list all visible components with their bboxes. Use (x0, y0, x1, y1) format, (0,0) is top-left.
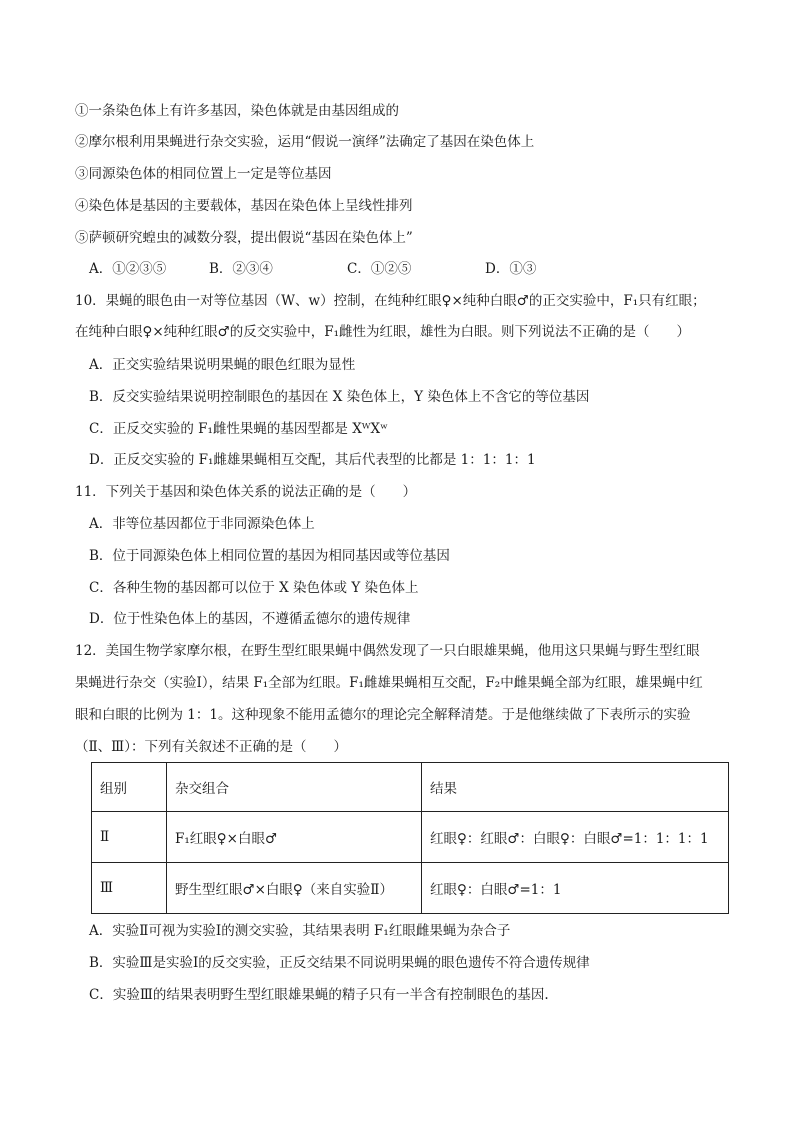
q12-stem-line-1: 12．美国生物学家摩尔根，在野生型红眼果蝇中偶然发现了一只白眼雄果蝇，他用这只果蝇与野生型红眼 (75, 643, 700, 659)
table-cell-result: 红眼♀：白眼♂=1：1 (422, 863, 729, 914)
table-header-cross: 杂交组合 (167, 763, 422, 812)
statement-3: ③同源染色体的相同位置上一定是等位基因 (75, 166, 332, 182)
experiment-table (91, 762, 729, 914)
q10-stem-line-2: 在纯种白眼♀×纯种红眼♂的反交实验中，F₁雌性为红眼，雄性为白眼。则下列说法不正确的是（ ） (75, 324, 691, 340)
statement-2: ②摩尔根利用果蝇进行杂交实验，运用“假说一演绎”法确定了基因在染色体上 (75, 134, 535, 150)
q9-option-c[interactable]: C．①②⑤ (347, 261, 412, 277)
q12-stem-line-4: （Ⅱ、Ⅲ）：下列有关叙述不正确的是（ ） (75, 739, 347, 755)
table-cell-cross: 野生型红眼♂×白眼♀（来自实验Ⅱ） (167, 863, 422, 914)
table-cell-result: 红眼♀：红眼♂：白眼♀：白眼♂=1：1：1：1 (422, 812, 729, 863)
table-row (92, 863, 729, 914)
statement-5: ⑤萨顿研究蝗虫的减数分裂，提出假说“基因在染色体上” (75, 230, 413, 246)
q9-option-b[interactable]: B．②③④ (209, 261, 273, 277)
q12-option-c[interactable]: C．实验Ⅲ的结果表明野生型红眼雄果蝇的精子只有一半含有控制眼色的基因. (89, 987, 549, 1003)
q9-option-d[interactable]: D．①③ (485, 261, 537, 277)
q12-stem-line-3: 眼和白眼的比例为 1：1。这种现象不能用孟德尔的理论完全解释清楚。于是他继续做了下表所示的实验 (75, 707, 691, 723)
q10-option-d[interactable]: D．正反交实验的 F₁雌雄果蝇相互交配，其后代表型的比都是 1：1：1：1 (89, 452, 536, 468)
table-cell-cross: F₁红眼♀×白眼♂ (167, 812, 422, 863)
statement-4: ④染色体是基因的主要载体，基因在染色体上呈线性排列 (75, 198, 413, 214)
q10-option-c[interactable]: C．正反交实验的 F₁雌性果蝇的基因型都是 XᵂXʷ (89, 421, 389, 437)
table-cell-group: Ⅲ (92, 863, 167, 914)
q12-option-a[interactable]: A．实验Ⅱ可视为实验Ⅰ的测交实验，其结果表明 F₁红眼雌果蝇为杂合子 (89, 923, 511, 939)
table-cell-group: Ⅱ (92, 812, 167, 863)
table-row (92, 812, 729, 863)
q10-option-a[interactable]: A．正交实验结果说明果蝇的眼色红眼为显性 (89, 357, 356, 373)
q10-stem-line-1: 10．果蝇的眼色由一对等位基因（W、w）控制，在纯种红眼♀×纯种白眼♂的正交实验中，F₁只有红眼； (75, 293, 706, 309)
q12-stem-line-2: 果蝇进行杂交（实验Ⅰ），结果 F₁全部为红眼。F₁雌雄果蝇相互交配，F₂中雌果蝇全部为红眼，雄果蝇中红 (75, 675, 703, 691)
q11-option-b[interactable]: B．位于同源染色体上相同位置的基因为相同基因或等位基因 (89, 548, 450, 564)
q11-option-a[interactable]: A．非等位基因都位于非同源染色体上 (89, 516, 315, 532)
q11-option-d[interactable]: D．位于性染色体上的基因，不遵循孟德尔的遗传规律 (89, 611, 411, 627)
q11-option-c[interactable]: C．各种生物的基因都可以位于 X 染色体或 Y 染色体上 (89, 580, 419, 596)
table-header-group: 组别 (92, 763, 167, 812)
q10-option-b[interactable]: B．反交实验结果说明控制眼色的基因在 X 染色体上，Y 染色体上不含它的等位基因 (89, 389, 590, 405)
q11-stem: 11．下列关于基因和染色体关系的说法正确的是（ ） (75, 484, 417, 500)
statement-1: ①一条染色体上有许多基因，染色体就是由基因组成的 (75, 103, 399, 119)
table-header-row (92, 763, 729, 812)
table-header-result: 结果 (422, 763, 729, 812)
q9-options (89, 259, 729, 279)
q9-option-a[interactable]: A．①②③⑤ (89, 261, 167, 277)
q12-option-b[interactable]: B．实验Ⅲ是实验Ⅰ的反交实验，正反交结果不同说明果蝇的眼色遗传不符合遗传规律 (89, 955, 590, 971)
